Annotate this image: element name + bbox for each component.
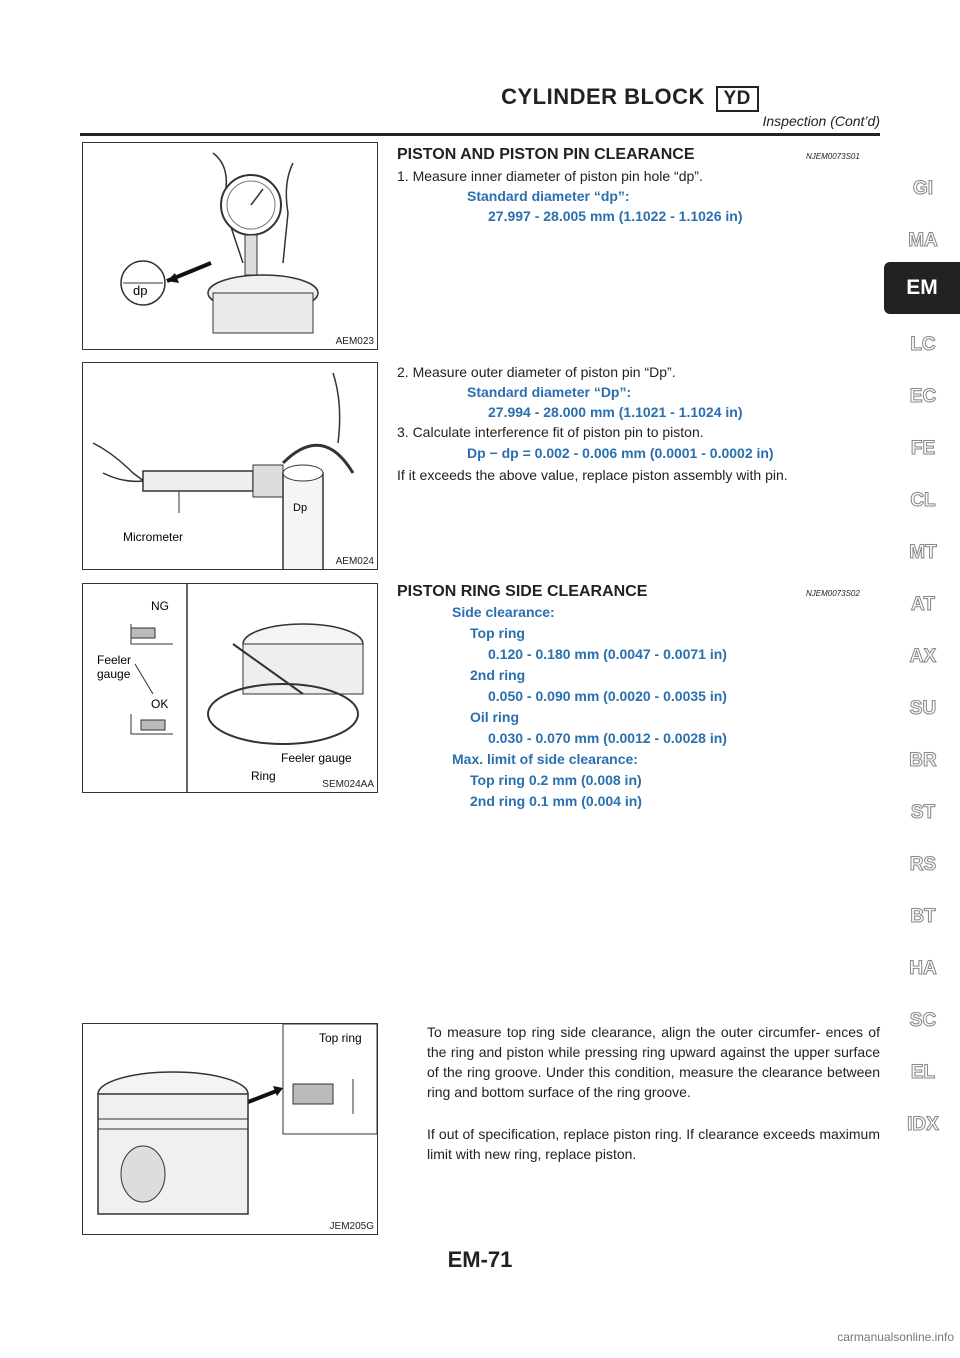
sidebar-item-cl[interactable]: CL <box>910 490 936 511</box>
figure-aem023 <box>82 142 378 350</box>
page-subtitle: Inspection (Cont’d) <box>762 113 880 129</box>
paragraph-replace-guidance: If out of specification, replace piston ring. If clearance exceeds maximum limit with new ring, replace piston. <box>427 1126 880 1162</box>
note-replace: If it exceeds the above value, replace piston assembly with pin. <box>397 467 788 483</box>
sidebar-item-ma[interactable]: MA <box>908 230 938 251</box>
oil-ring-value: 0.030 - 0.070 mm (0.0012 - 0.0028 in) <box>488 730 727 746</box>
section-code: NJEM0073S01 <box>806 152 860 161</box>
spec-interference: Dp − dp = 0.002 - 0.006 mm (0.0001 - 0.0002 in) <box>467 445 774 461</box>
sidebar-item-mt[interactable]: MT <box>909 542 937 563</box>
page-title <box>380 84 880 112</box>
section-heading-ring-side: PISTON RING SIDE CLEARANCE <box>397 583 648 600</box>
sidebar-item-gi[interactable]: GI <box>912 178 934 199</box>
max-top-ring: Top ring 0.2 mm (0.008 in) <box>470 772 642 788</box>
spec-value-big-dp: 27.994 - 28.000 mm (1.1021 - 1.1024 in) <box>488 404 743 420</box>
footer-watermark: carmanualsonline.info <box>837 1330 954 1344</box>
sidebar-item-ha[interactable]: HA <box>909 958 937 979</box>
spec-label-big-dp: Standard diameter “Dp”: <box>467 384 632 400</box>
sidebar-item-sc[interactable]: SC <box>909 1010 937 1031</box>
spec-value-dp: 27.997 - 28.005 mm (1.1022 - 1.1026 in) <box>488 208 743 224</box>
piston-illustration <box>83 1024 377 1234</box>
sidebar-item-idx[interactable]: IDX <box>907 1114 939 1135</box>
section-heading-piston-pin: PISTON AND PISTON PIN CLEARANCE <box>397 146 695 163</box>
oil-ring-label: Oil ring <box>470 709 519 725</box>
step-3: 3. Calculate interference fit of piston pin to piston. <box>397 424 704 440</box>
sidebar-item-ax[interactable]: AX <box>909 646 937 667</box>
title-text: CYLINDER BLOCK <box>501 84 705 109</box>
page-number: EM-71 <box>447 1247 513 1272</box>
second-ring-value: 0.050 - 0.090 mm (0.0020 - 0.0035 in) <box>488 688 727 704</box>
figure-aem024 <box>82 362 378 570</box>
gauge-label: gauge <box>97 667 131 681</box>
sidebar-item-su[interactable]: SU <box>909 698 937 719</box>
feeler-gauge-label: Feeler gauge <box>281 751 352 765</box>
micrometer-callout: Micrometer <box>123 530 184 544</box>
sidebar-item-ec[interactable]: EC <box>909 386 937 407</box>
sidebar-item-at[interactable]: AT <box>911 594 935 615</box>
spec-label-dp: Standard diameter “dp”: <box>467 188 630 204</box>
figure-jem205g <box>82 1023 378 1235</box>
ng-label: NG <box>151 599 169 613</box>
figure-label: SEM024AA <box>322 779 374 790</box>
figure-label: JEM205G <box>329 1221 374 1232</box>
model-badge: YD <box>716 86 759 112</box>
sidebar-item-st[interactable]: ST <box>910 802 936 823</box>
micrometer-illustration <box>83 363 377 569</box>
top-ring-label: Top ring <box>319 1031 362 1045</box>
second-ring-label: 2nd ring <box>470 667 526 683</box>
top-ring-value: 0.120 - 0.180 mm (0.0047 - 0.0071 in) <box>488 646 727 662</box>
figure-label: AEM024 <box>335 556 374 567</box>
feeler-label: Feeler <box>97 653 132 667</box>
step-2: 2. Measure outer diameter of piston pin “Dp”. <box>397 364 676 380</box>
ok-label: OK <box>151 697 169 711</box>
step-1: 1. Measure inner diameter of piston pin hole “dp”. <box>397 168 703 184</box>
sidebar-item-el[interactable]: EL <box>910 1062 936 1083</box>
sidebar-item-em-active[interactable]: EM <box>884 262 960 314</box>
ring-label: Ring <box>251 769 276 783</box>
side-clearance-label: Side clearance: <box>452 604 555 620</box>
dp-callout: dp <box>133 283 148 298</box>
sidebar-item-bt[interactable]: BT <box>910 906 936 927</box>
sidebar-item-rs[interactable]: RS <box>909 854 937 875</box>
top-ring-label: Top ring <box>470 625 525 641</box>
figure-sem024aa <box>82 583 378 793</box>
feeler-gauge-illustration <box>83 584 377 792</box>
max-second-ring: 2nd ring 0.1 mm (0.004 in) <box>470 793 642 809</box>
section-code: NJEM0073S02 <box>806 589 860 598</box>
sidebar-item-lc[interactable]: LC <box>910 334 936 355</box>
max-limit-label: Max. limit of side clearance: <box>452 751 638 767</box>
dial-gauge-illustration <box>83 143 377 349</box>
dp-upper-callout: Dp <box>293 502 308 514</box>
header-rule <box>80 133 880 136</box>
sidebar-item-fe[interactable]: FE <box>910 438 936 459</box>
paragraph-measure-procedure: To measure top ring side clearance, align the outer circumfer- ences of the ring and piston while pressing ring upward against the upper surface of the ring groove. Under this condition, measure the clearance between ring and bottom surface of the ring groove. <box>427 1024 880 1100</box>
sidebar-item-br[interactable]: BR <box>909 750 937 771</box>
figure-label: AEM023 <box>335 336 374 347</box>
